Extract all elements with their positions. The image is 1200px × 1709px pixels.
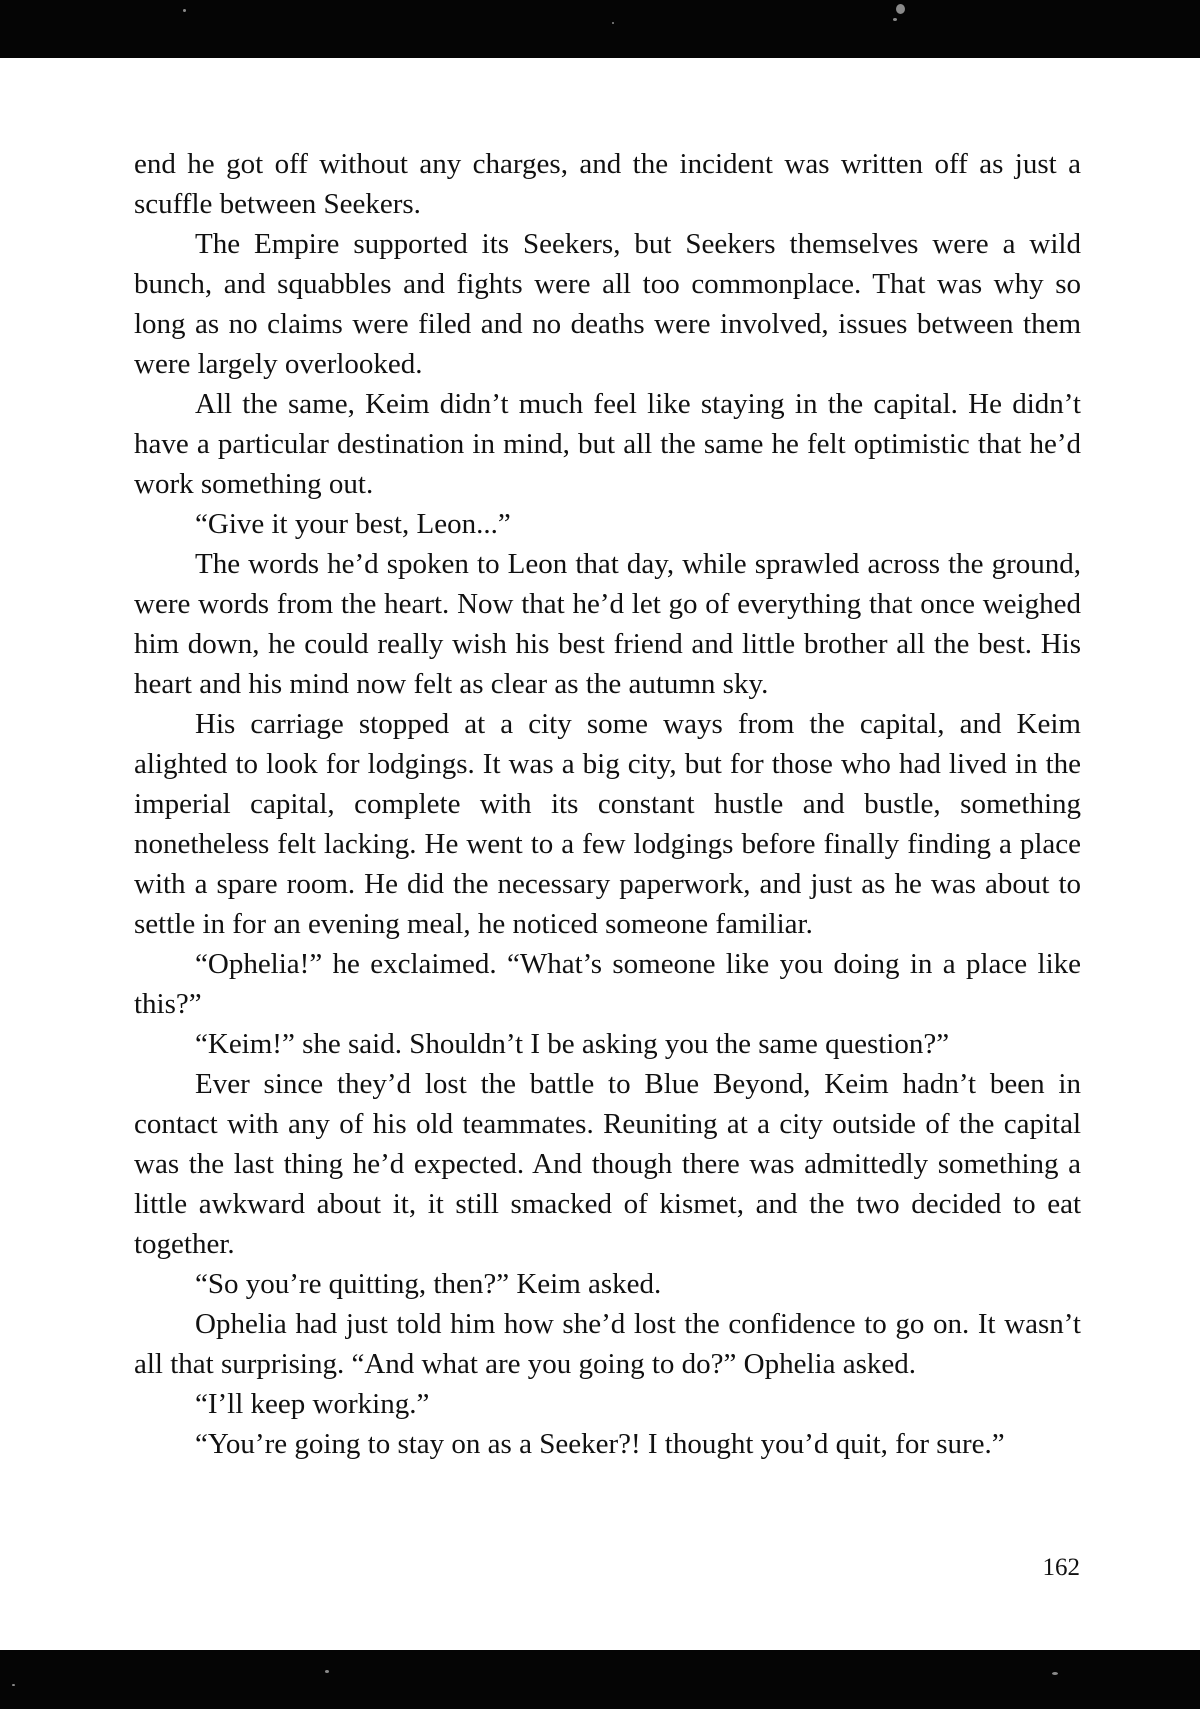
scan-border-bottom (0, 1650, 1200, 1709)
dialogue-line: “You’re going to stay on as a Seeker?! I thought you’d quit, for sure.” (195, 1428, 1005, 1460)
scan-speck (612, 22, 614, 24)
dialogue-line: “I’ll keep working.” (195, 1388, 430, 1420)
paragraph: The Empire supported its Seekers, but Seekers themselves were a wild bunch, and squabbles and fights were all too commonplace. That was why so long as no claims were filed and no deaths were involved, issues between them were largely overlooked. (134, 228, 1081, 380)
paragraph: Ever since they’d lost the battle to Blue Beyond, Keim hadn’t been in contact with any of his old teammates. Reuniting at a city outside of the capital was the last thing he’d expected. And though there was admittedly something a little awkward about it, it still smacked of kismet, and the two decided to eat together. (134, 1068, 1081, 1260)
paragraph: The words he’d spoken to Leon that day, while sprawled across the ground, were words from the heart. Now that he’d let go of everything that once weighed him down, he could really wish his best friend and little brother all the best. His heart and his mind now felt as clear as the autumn sky. (134, 548, 1081, 700)
scan-speck (1052, 1672, 1058, 1675)
scan-speck (183, 9, 186, 12)
scan-speck (325, 1670, 329, 1673)
paragraph: All the same, Keim didn’t much feel like staying in the capital. He didn’t have a particular destination in mind, but all the same he felt optimistic that he’d work something out. (134, 388, 1081, 500)
paragraph: Ophelia had just told him how she’d lost the confidence to go on. It wasn’t all that surprising. “And what are you going to do?” Ophelia asked. (134, 1308, 1081, 1380)
dialogue-line: “Ophelia!” he exclaimed. “What’s someone like you doing in a place like this?” (134, 948, 1081, 1020)
dialogue-line: “Keim!” she said. Shouldn’t I be asking you the same question?” (195, 1028, 950, 1060)
paragraph: His carriage stopped at a city some ways from the capital, and Keim alighted to look for lodgings. It was a big city, but for those who had lived in the imperial capital, complete with its constant hustle and bustle, something nonetheless felt lacking. He went to a few lodgings before finally finding a place with a spare room. He did the necessary paperwork, and just as he was about to settle in for an evening meal, he noticed someone familiar. (134, 708, 1081, 940)
body-text (134, 144, 1081, 1464)
scan-speck (896, 4, 905, 14)
dialogue-line: “Give it your best, Leon...” (195, 508, 511, 540)
scan-border-top (0, 0, 1200, 58)
paragraph: end he got off without any charges, and the incident was written off as just a scuffle between Seekers. (134, 148, 1081, 220)
scan-speck (12, 1684, 15, 1686)
page-number: 162 (1042, 1554, 1080, 1581)
dialogue-line: “So you’re quitting, then?” Keim asked. (195, 1268, 662, 1300)
scan-speck (893, 18, 897, 21)
